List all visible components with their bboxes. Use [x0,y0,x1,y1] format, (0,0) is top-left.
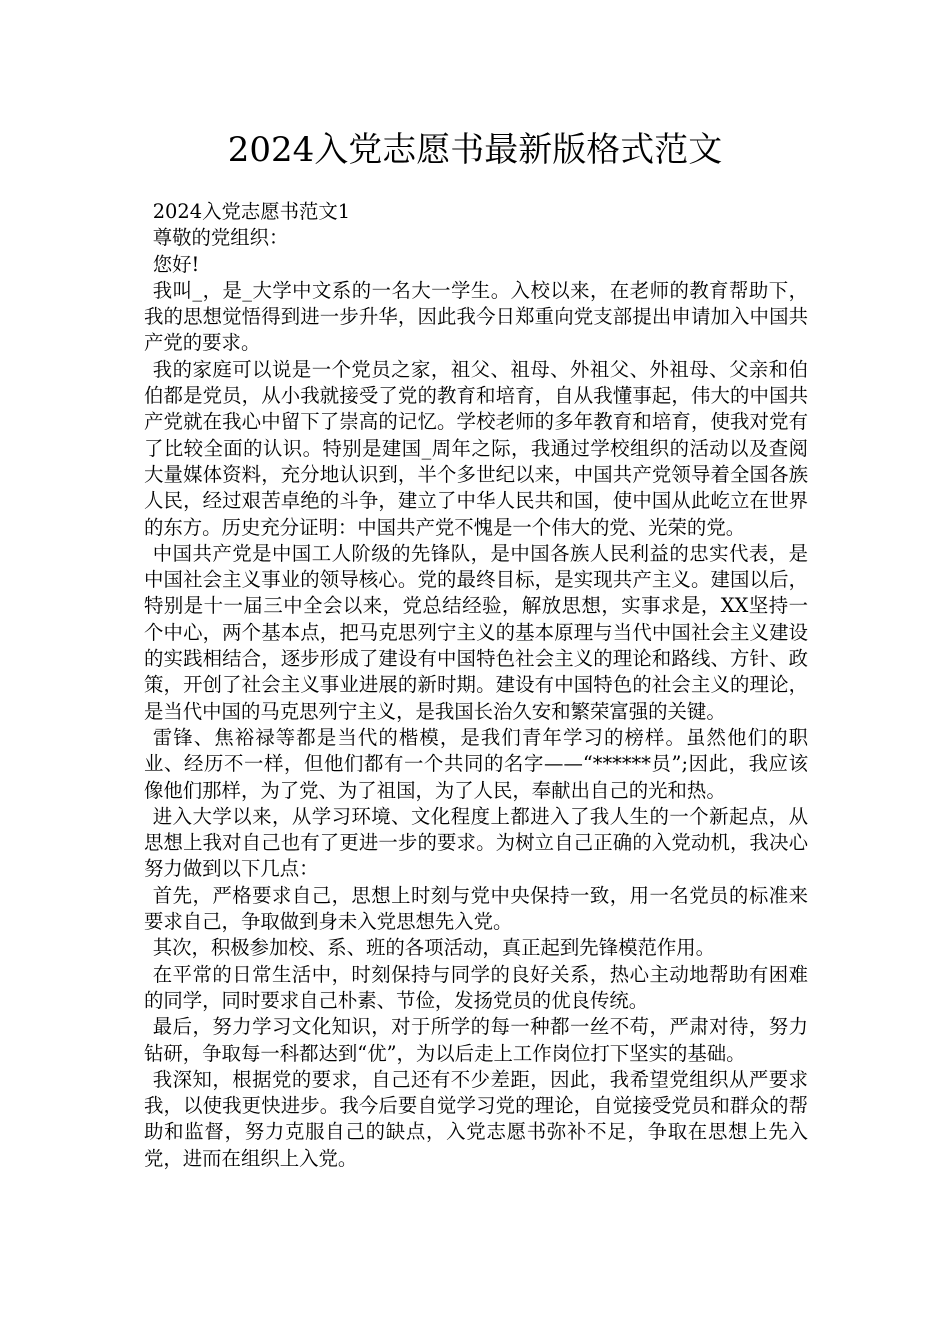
body-paragraph: 在平常的日常生活中，时刻保持与同学的良好关系，热心主动地帮助有困难的同学，同时要求自己朴素、节俭，发扬党员的优良传统。 [144,962,808,1012]
greeting: 您好! [152,252,200,276]
body-paragraph: 我深知，根据党的要求，自己还有不少差距，因此，我希望党组织从严要求我，以使我更快进步。我今后要自觉学习党的理论，自觉接受党员和群众的帮助和监督，努力克服自己的缺点，入党志愿书弥补不足，争取在思想上先入党，进而在组织上入党。 [144,1067,808,1170]
salutation: 尊敬的党组织： [152,226,289,250]
body-paragraph: 雷锋、焦裕禄等都是当代的楷模，是我们青年学习的榜样。虽然他们的职业、经历不一样，但他们都有一个共同的名字——“******员”;因此，我应该像他们那样，为了党、为了祖国，为了人民，奉献出自己的光和热。 [144,725,808,802]
section-heading: 2024入党志愿书范文1 [152,200,351,223]
body-paragraph: 我的家庭可以说是一个党员之家，祖父、祖母、外祖父、外祖母、父亲和伯伯都是党员，从小我就接受了党的教育和培育，自从我懂事起，伟大的中国共产党就在我心中留下了崇高的记忆。学校老师的多年教育和培育，使我对党有了比较全面的认识。特别是建国_周年之际，我通过学校组织的活动以及查阅大量媒体资料，充分地认识到，半个多世纪以来，中国共产党领导着全国各族人民，经过艰苦卓绝的斗争，建立了中华人民共和国，使中国从此屹立在世界的东方。历史充分证明：中国共产党不愧是一个伟大的党、光荣的党。 [144,357,808,539]
body-paragraph: 我叫_，是_大学中文系的一名大一学生。入校以来，在老师的教育帮助下，我的思想觉悟得到进一步升华，因此我今日郑重向党支部提出申请加入中国共产党的要求。 [144,278,808,355]
body-paragraph: 进入大学以来，从学习环境、文化程度上都进入了我人生的一个新起点，从思想上我对自己也有了更进一步的要求。为树立自己正确的入党动机，我决心努力做到以下几点： [144,804,808,881]
body-paragraph: 其次，积极参加校、系、班的各项活动，真正起到先锋模范作用。 [152,936,716,960]
document-title: 2024入党志愿书最新版格式范文 [227,130,723,170]
body-paragraph: 最后，努力学习文化知识，对于所学的每一种都一丝不苟，严肃对待，努力钻研，争取每一科都达到“优”，为以后走上工作岗位打下坚实的基础。 [144,1015,808,1065]
body-paragraph: 首先，严格要求自己，思想上时刻与党中央保持一致，用一名党员的标准来要求自己，争取做到身未入党思想先入党。 [144,883,808,934]
document-body [144,199,808,1172]
body-paragraph: 中国共产党是中国工人阶级的先锋队，是中国各族人民利益的忠实代表，是中国社会主义事业的领导核心。党的最终目标，是实现共产主义。建国以后，特别是十一届三中全会以来，党总结经验，解放思想，实事求是，XX坚持一个中心，两个基本点，把马克思列宁主义的基本原理与当代中国社会主义建设的实践相结合，逐步形成了建设有中国特色社会主义的理论和路线、方针、政策，开创了社会主义事业进展的新时期。建设有中国特色的社会主义的理论，是当代中国的马克思列宁主义，是我国长治久安和繁荣富强的关键。 [144,541,808,723]
